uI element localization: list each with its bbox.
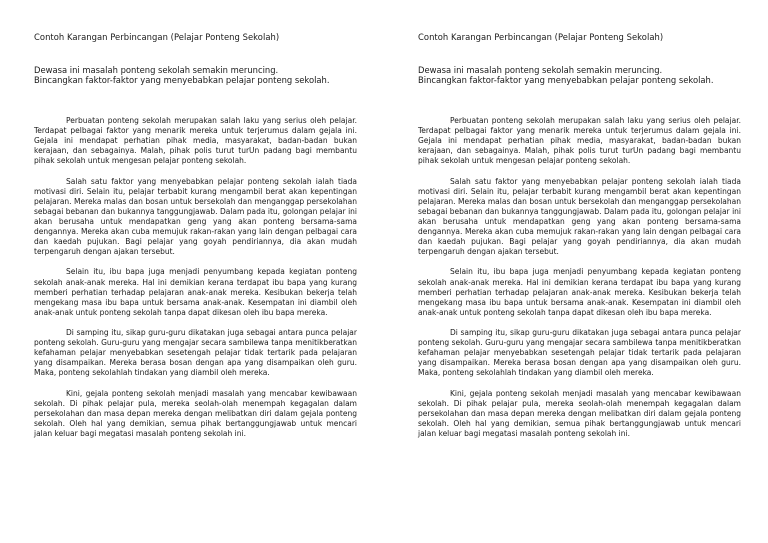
essay-question — [418, 66, 714, 85]
essay-title: Contoh Karangan Perbincangan (Pelajar Ponteng Sekolah) — [418, 32, 664, 42]
document-page-right — [384, 0, 768, 543]
essay-title: Contoh Karangan Perbincangan (Pelajar Ponteng Sekolah) — [34, 32, 280, 42]
paragraph-introduction: Perbuatan ponteng sekolah merupakan salah laku yang serius oleh pelajar. Terdapat pelbagai faktor yang menarik mereka untuk terjerumus dalam gejala ini. Gejala ini mendapat perhatian pihak media, masyarakat, badan-badan bukan kerajaan, dan sebagainya. Malah, pihak polis turut turUn padang bagi membantu pihak sekolah untuk mengesan pelajar ponteng sekolah. — [418, 116, 741, 166]
paragraph-parents: Selain itu, ibu bapa juga menjadi penyumbang kepada kegiatan ponteng sekolah anak-anak mereka. Hal ini demikian kerana terdapat ibu bapa yang kurang memberi perhatian terhadap pelajaran anak-anak mereka. Kesibukan bekerja telah mengekang masa ibu bapa untuk bersama anak-anak. Kesempatan ini diambil oleh anak-anak untuk ponteng sekolah tanpa dapat dikesan oleh ibu bapa mereka. — [418, 267, 741, 317]
essay-body — [418, 116, 741, 449]
question-line: Bincangkan faktor-faktor yang menyebabkan pelajar ponteng sekolah. — [418, 74, 714, 85]
paragraph-self-motivation: Salah satu faktor yang menyebabkan pelajar ponteng sekolah ialah tiada motivasi diri. Selain itu, pelajar terbabit kurang mengambil berat akan kepentingan pelajaran. Mereka malas dan bosan untuk bersekolah dan menganggap persekolahan sebagai bebanan dan bukannya tanggungjawab. Dalam pada itu, golongan pelajar ini akan berusaha untuk mendapatkan geng yang akan ponteng bersama-sama dengannya. Mereka akan cuba memujuk rakan-rakan yang lain dengan pelbagai cara dan kaedah pujukan. Bagi pelajar yang goyah pendiriannya, dia akan mudah terpengaruh dengan ajakan tersebut. — [418, 176, 741, 257]
paragraph-introduction: Perbuatan ponteng sekolah merupakan salah laku yang serius oleh pelajar. Terdapat pelbagai faktor yang menarik mereka untuk terjerumus dalam gejala ini. Gejala ini mendapat perhatian pihak media, masyarakat, badan-badan bukan kerajaan, dan sebagainya. Malah, pihak polis turut turUn padang bagi membantu pihak sekolah untuk mengesan pelajar ponteng sekolah. — [34, 116, 357, 166]
question-line: Dewasa ini masalah ponteng sekolah semakin meruncing. — [418, 65, 663, 75]
question-line: Bincangkan faktor-faktor yang menyebabkan pelajar ponteng sekolah. — [34, 74, 330, 85]
paragraph-conclusion: Kini, gejala ponteng sekolah menjadi masalah yang mencabar kewibawaan sekolah. Di pihak pelajar pula, mereka seolah-olah menempah kegagalan dalam persekolahan dan masa depan mereka dengan melibatkan diri dalam gejala ponteng sekolah. Oleh hal yang demikian, semua pihak bertanggungjawab untuk mencari jalan keluar bagi megatasi masalah ponteng sekolah ini. — [418, 388, 741, 438]
essay-question — [34, 66, 330, 85]
paragraph-self-motivation: Salah satu faktor yang menyebabkan pelajar ponteng sekolah ialah tiada motivasi diri. Selain itu, pelajar terbabit kurang mengambil berat akan kepentingan pelajaran. Mereka malas dan bosan untuk bersekolah dan menganggap persekolahan sebagai bebanan dan bukannya tanggungjawab. Dalam pada itu, golongan pelajar ini akan berusaha untuk mendapatkan geng yang akan ponteng bersama-sama dengannya. Mereka akan cuba memujuk rakan-rakan yang lain dengan pelbagai cara dan kaedah pujukan. Bagi pelajar yang goyah pendiriannya, dia akan mudah terpengaruh dengan ajakan tersebut. — [34, 176, 357, 257]
paragraph-teachers: Di samping itu, sikap guru-guru dikatakan juga sebagai antara punca pelajar ponteng sekolah. Guru-guru yang mengajar secara sambilewa tanpa menitikberatkan kefahaman pelajar menyebabkan sesetengah pelajar tidak tertarik pada pelajaran yang disampaikan. Mereka berasa bosan dengan apa yang disampaikan oleh guru. Maka, ponteng sekolahlah tindakan yang diambil oleh mereka. — [34, 327, 357, 378]
paragraph-teachers: Di samping itu, sikap guru-guru dikatakan juga sebagai antara punca pelajar ponteng sekolah. Guru-guru yang mengajar secara sambilewa tanpa menitikberatkan kefahaman pelajar menyebabkan sesetengah pelajar tidak tertarik pada pelajaran yang disampaikan. Mereka berasa bosan dengan apa yang disampaikan oleh guru. Maka, ponteng sekolahlah tindakan yang diambil oleh mereka. — [418, 327, 741, 378]
question-line: Dewasa ini masalah ponteng sekolah semakin meruncing. — [34, 65, 279, 75]
paragraph-parents: Selain itu, ibu bapa juga menjadi penyumbang kepada kegiatan ponteng sekolah anak-anak mereka. Hal ini demikian kerana terdapat ibu bapa yang kurang memberi perhatian terhadap pelajaran anak-anak mereka. Kesibukan bekerja telah mengekang masa ibu bapa untuk bersama anak-anak. Kesempatan ini diambil oleh anak-anak untuk ponteng sekolah tanpa dapat dikesan oleh ibu bapa mereka. — [34, 267, 357, 317]
essay-body — [34, 116, 357, 449]
paragraph-conclusion: Kini, gejala ponteng sekolah menjadi masalah yang mencabar kewibawaan sekolah. Di pihak pelajar pula, mereka seolah-olah menempah kegagalan dalam persekolahan dan masa depan mereka dengan melibatkan diri dalam gejala ponteng sekolah. Oleh hal yang demikian, semua pihak bertanggungjawab untuk mencari jalan keluar bagi megatasi masalah ponteng sekolah ini. — [34, 388, 357, 438]
